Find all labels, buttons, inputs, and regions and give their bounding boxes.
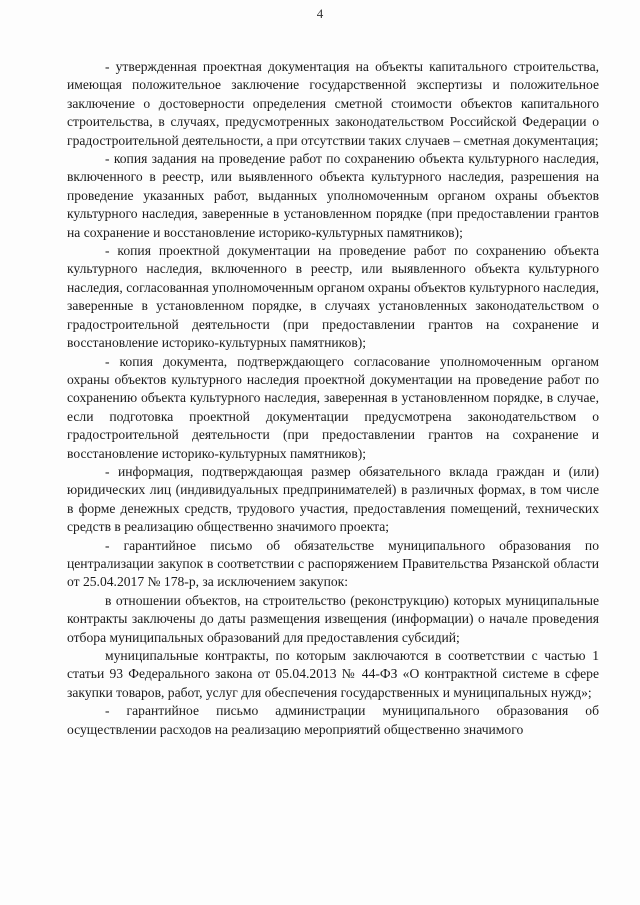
paragraph-guarantee-letter-expenses: - гарантийное письмо администрации муниципального образования об осуществлении расходов на реализацию мероприятий общественно значимого <box>67 703 599 737</box>
paragraph-project-doc-copy: - копия проектной документации на проведение работ по сохранению объекта культурного наследия, включенного в реестр, или выявленного объекта культурного наследия, согласованная уполномоченным органом охраны объектов культурного наследия, заверенные в установленном порядке, в случаях установленных законодательством о градостроительной деятельности (при предоставлении грантов на сохранение и восстановление историко-культурных памятников); <box>67 243 599 351</box>
paragraph-task-copy: - копия задания на проведение работ по сохранению объекта культурного наследия, включенного в реестр, или выявленного объекта культурного наследия, разрешения на проведение указанных работ, выданных уполномоченным органом охраны объектов культурного наследия, заверенные в установленном порядке (при предоставлении грантов на сохранение и восстановление историко-культурных памятников); <box>67 151 599 240</box>
paragraph-project-documentation: - утвержденная проектная документация на объекты капитального строительства, имеющая положительное заключение государственной экспертизы и положительное заключение о достоверности определения сметной стоимости объектов капитального строительства, в случаях, предусмотренных законодательством Российской Федерации о градостроительной деятельности, а при отсутствии таких случаев – сметная документация; <box>67 59 599 148</box>
page-number: 4 <box>316 6 324 21</box>
paragraph-exception-contracts: муниципальные контракты, по которым заключаются в соответствии с частью 1 статьи 93 Федерального закона от 05.04.2013 № 44-ФЗ «О контрактной системе в сфере закупки товаров, работ, услуг для обеспечения государственных и муниципальных нужд»; <box>67 648 599 700</box>
paragraph-approval-doc-copy: - копия документа, подтверждающего согласование уполномоченным органом охраны объектов культурного наследия проектной документации на проведение работ по сохранению объекта культурного наследия, заверенная в установленном порядке, в случае, если подготовка проектной документации предусмотрена законодательством о градостроительной деятельности (при предоставлении грантов на сохранение и восстановление историко-культурных памятников); <box>67 353 599 461</box>
paragraph-contribution-info: - информация, подтверждающая размер обязательного вклада граждан и (или) юридических лиц (индивидуальных предпринимателей) в различных формах, в том числе в форме денежных средств, трудового участия, предоставления помещений, технических средств в реализацию общественно значимого проекта; <box>67 463 599 535</box>
paragraph-exception-construction: в отношении объектов, на строительство (реконструкцию) которых муниципальные контракты заключены до даты размещения извещения (информации) о начале проведения отбора муниципальных образований для предоставления субсидий; <box>67 592 599 645</box>
paragraph-guarantee-letter-procurement: - гарантийное письмо об обязательстве муниципального образования по централизации закупок в соответствии с распоряжением Правительства Рязанской области от 25.04.2017 № 178-р, за исключением закупок: <box>67 537 599 590</box>
document-body <box>67 58 599 739</box>
